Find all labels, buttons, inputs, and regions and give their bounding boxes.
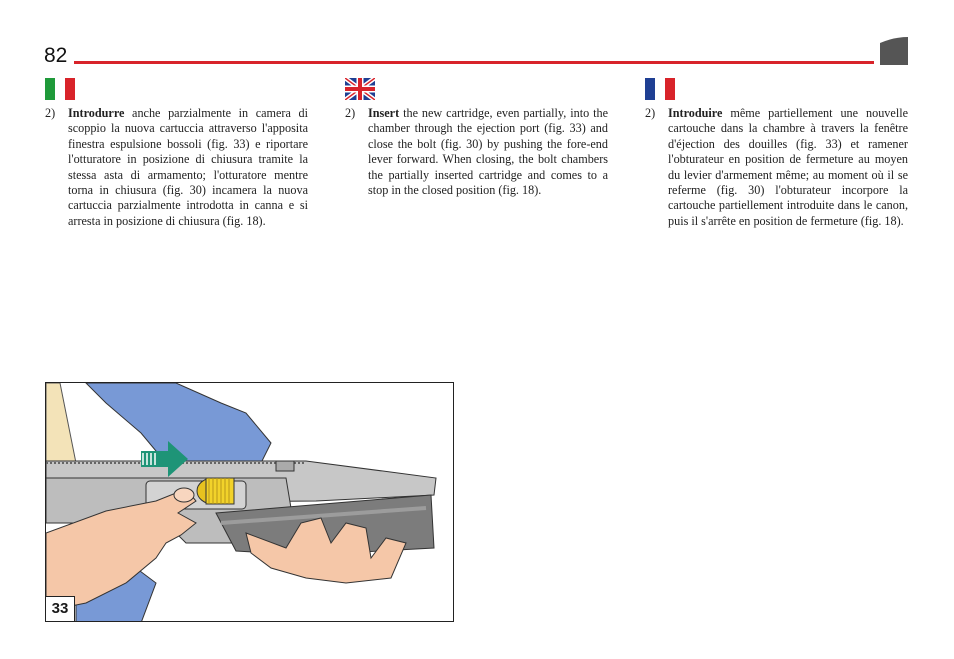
corner-tab-icon — [880, 37, 908, 65]
item-body: the new cartridge, even partially, into the chamber through the ejection port (fig. 33) and close the bolt (fig. 30) by pushing the fore-end lever forward. When closing, the bolt chambers the partially inserted cartridge and comes to a stop in the closed position (fig. 18). — [368, 106, 608, 198]
item-body: même partiellement une nouvelle cartouche dans la chambre à travers la fenêtre d'éjection des douilles (fig. 33) et ramener l'obturateur en position de fermeture au moyen du levier d'armement même; au moment où il se referme (fig. 30) l'obturateur incorpore la cartouche partiellement introduite dans le canon, puis il s'arrête en position de fermeture (fig. 18). — [668, 106, 908, 228]
item-number: 2) — [645, 106, 656, 120]
english-column — [345, 106, 608, 198]
italian-column — [45, 106, 308, 229]
france-flag-icon — [645, 78, 675, 100]
item-number: 2) — [345, 106, 356, 120]
uk-flag-icon — [345, 78, 375, 100]
page-number: 82 — [44, 44, 68, 67]
list-item — [45, 106, 308, 229]
french-column — [645, 106, 908, 229]
shotgun-loading-illustration — [46, 383, 454, 622]
item-keyword: Introduire — [668, 106, 723, 120]
item-number: 2) — [45, 106, 56, 120]
figure-33 — [45, 382, 454, 622]
item-keyword: Insert — [368, 106, 400, 120]
list-item — [645, 106, 908, 229]
italy-flag-icon — [45, 78, 75, 100]
item-text — [368, 106, 608, 198]
header-rule — [74, 61, 874, 64]
item-text — [668, 106, 908, 229]
item-text — [68, 106, 308, 229]
figure-label: 33 — [46, 596, 75, 621]
item-body: anche parzialmente in camera di scoppio la nuova cartuccia attraverso l'apposita finestra espulsione bossoli (fig. 33) e riportare l'otturatore in posizione di chiusura tramite la stessa asta di armamento; l'otturatore mentre torna in chiusura (fig. 30) incamera la nuova cartuccia parzialmente introdotta in canna e si arresta in posizione di chiusura (fig. 18). — [68, 106, 308, 228]
item-keyword: Introdurre — [68, 106, 125, 120]
list-item — [345, 106, 608, 198]
